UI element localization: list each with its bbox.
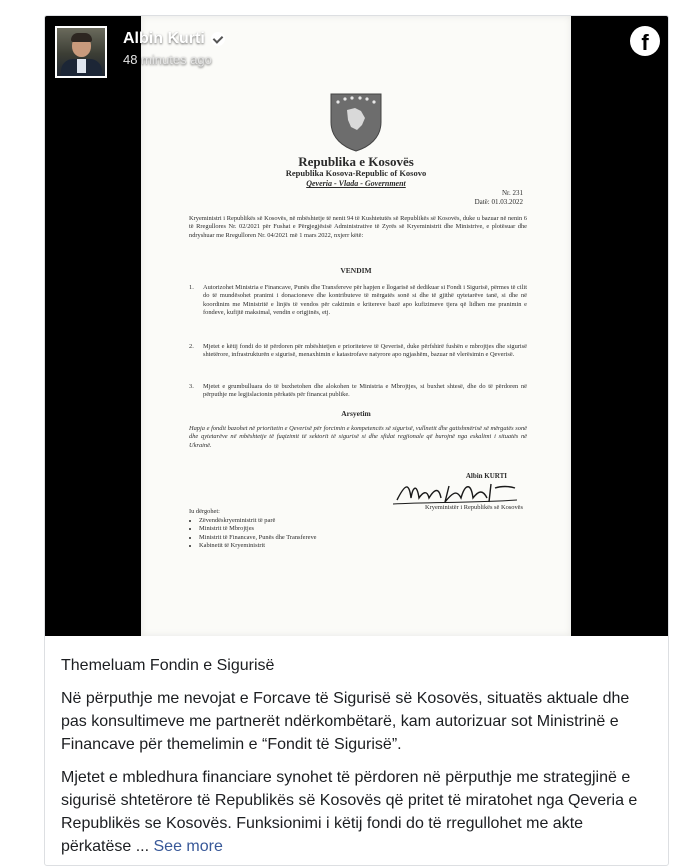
author-name-row [123, 30, 225, 48]
decision-item-1 [189, 284, 527, 318]
signatory-title: Kryeministër i Republikës së Kosovës [425, 504, 523, 511]
document-intro: Kryeministri i Republikës së Kosovës, në mbështetje të nenit 94 të Kushtetutës së Republikës së Kosovës, duke u bazuar në nenin 6 të Rregullores Nr. 02/2021 për Fushat e Përgjegjësisë Administrative të Zyrës së Kryeministrit dhe Ministrive, e plotësuar dhe ndryshuar me Rregulloren Nr. 04/2021 më 1 mars 2022, nxjerr këtë: [189, 215, 527, 239]
author-name[interactable]: Albin Kurti [123, 30, 205, 47]
recipients-block [189, 508, 317, 551]
recipients-label: Iu dërgohet: [189, 508, 220, 515]
post-card [44, 15, 669, 866]
item-text: Mjetet e këtij fondi do të përdoren për mbështetjen e prioriteteve të Qeverisë, duke përfshirë fushën e mbrojtjes dhe sigurisë shtetërore, infrastrukturën e sigurisë, menaxhimin e katastrofave natyrore apo ngjashëm, bazuar në vlerësimin e Qeverisë. [203, 343, 527, 359]
verified-badge-icon [211, 32, 225, 46]
signatory-name: Albin KURTI [465, 472, 507, 480]
decision-item-2 [189, 343, 527, 360]
post-timestamp[interactable]: 48 minutes ago [123, 52, 212, 67]
kosovo-emblem-icon [329, 92, 383, 152]
author-meta [123, 30, 225, 78]
caption-paragraph-1: Në përputhje me nevojat e Forcave të Sigurisë së Kosovës, situatës aktuale dhe pas konsultimeve me partnerët ndërkombëtarë, kam autorizuar sot Ministrinë e Financave për themelimin e “Fondit të Sigurisë”. [61, 690, 630, 753]
reasoning-text: Hapja e fondit bazohet në prioritetin e Qeverisë për forcimin e kompetencës së sigurisë, vullnetit dhe gatishmërisë së mërgatës sonë dhe qytetarëve në mbështetje të fuqizimit të sektorit të sigurisë si dhe sfidat regjionale që burojnë nga eskalimi i situatës në Ukrainë. [189, 425, 527, 449]
document-government-line: Qeveria - Vlada - Government [306, 179, 406, 188]
avatar[interactable] [55, 26, 107, 78]
document-title: Republika e Kosovës [298, 154, 414, 169]
recipient-item: • Ministrit të Financave, Punës dhe Transfereve [199, 534, 317, 543]
caption-paragraph-2-text: Mjetet e mbledhura financiare synohet të përdoren në përputhje me strategjinë e sigurisë shtetërore të Republikës së Kosovës që pritet të miratohet nga Qeveria e Republikës se Kosovës. Funksionimi i këtij fondi do të rregullohet me akte përkatëse ... [61, 769, 638, 855]
document-number: Nr. 231 [502, 189, 523, 197]
post-caption [61, 654, 656, 866]
decision-heading: VENDIM [340, 266, 372, 275]
post-image[interactable] [45, 16, 668, 636]
caption-paragraph-2 [61, 766, 656, 858]
decision-document [141, 16, 571, 636]
item-number: 1. [189, 284, 194, 291]
recipients-list [189, 517, 317, 551]
see-more-link[interactable]: See more [153, 838, 223, 855]
item-text: Autorizohet Ministria e Financave, Punës dhe Transfereve për hapjen e llogarisë së dedikuar si Fondi i Sigurisë, përmes të cilit do të mundësohet pranimi i donacioneve dhe kontributeve të mërgatës sonë si dhe të gjithë qytetarëve tanë, si dhe në koordinim me Ministritë e linjës të vendos për caktimin e kritereve bazë apo kufizimeve tjera që lidhen me pranimin e fondeve, kufijtë maksimal, vendin e origjinës, etj. [203, 284, 527, 317]
decision-item-3 [189, 383, 527, 400]
recipient-item: • Ministrit të Mbrojtjes [199, 525, 317, 534]
item-number: 3. [189, 383, 194, 390]
caption-title: Themeluam Fondin e Sigurisë [61, 657, 275, 674]
document-subtitle: Republika Kosova-Republic of Kosovo [285, 168, 427, 178]
document-date: Datë: 01.03.2022 [474, 198, 523, 206]
facebook-icon[interactable]: f [630, 26, 660, 56]
item-number: 2. [189, 343, 194, 350]
item-text: Mjetet e grumbulluara do të buxhetohen dhe alokohen te Ministria e Mbrojtjes, si buxhet shtesë, dhe do të përdoren në përputhje me legjislacionin përkatës për financat publike. [203, 383, 527, 399]
reasoning-heading: Arsyetim [341, 409, 371, 418]
recipient-item: • Zëvendëskryeministrit të parë [199, 517, 317, 526]
recipient-item: • Kabinetit të Kryeministrit [199, 542, 317, 551]
post-author-bar [55, 26, 225, 78]
